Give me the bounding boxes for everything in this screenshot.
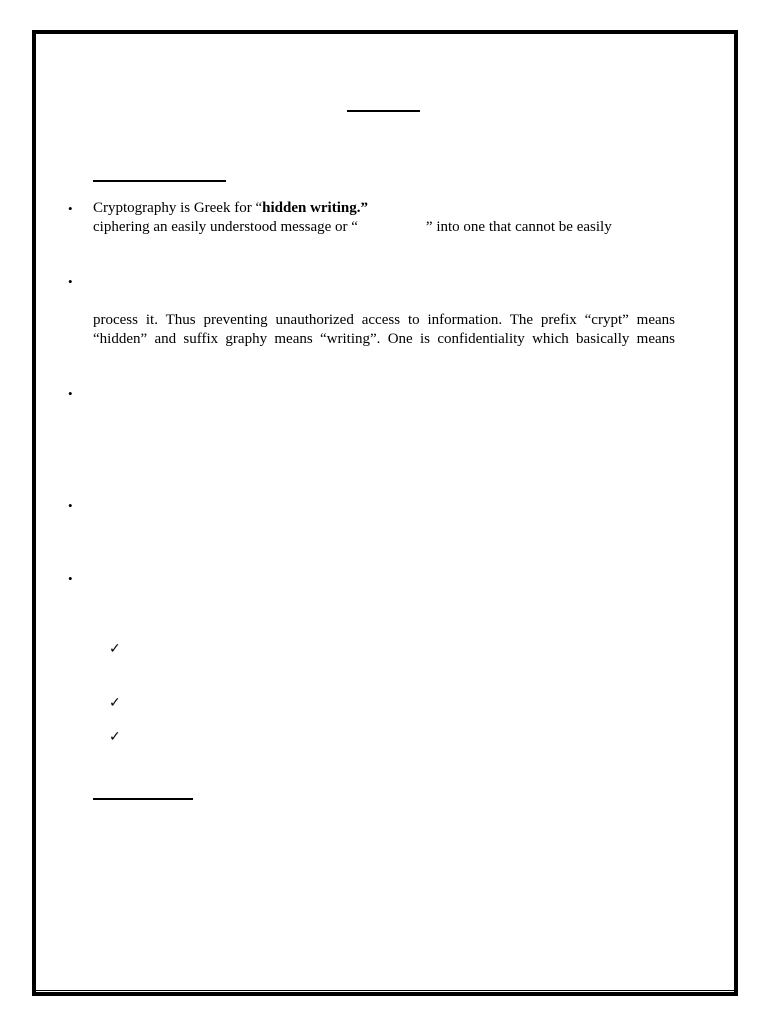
bullet-marker-4: •: [68, 498, 73, 513]
bullet-1-line-1-text: Cryptography is Greek for “: [93, 200, 263, 216]
bullet-marker-1: •: [68, 201, 73, 216]
bullet-2-line-1: process it. Thus preventing unauthorized access to information. The prefix “crypt” means: [93, 312, 675, 328]
checkmark-icon: ✓: [109, 695, 121, 711]
page-border: [32, 30, 738, 996]
bullet-marker-2: •: [68, 274, 73, 289]
title-underline: [347, 110, 420, 112]
bullet-marker-3: •: [68, 386, 73, 401]
bullet-marker-5: •: [68, 571, 73, 586]
bullet-1-line-2-end: ” into one that cannot be easily: [425, 219, 612, 235]
bullet-1-line-1-bold-text: hidden writing.”: [262, 200, 368, 216]
bullet-1-line-2: [93, 218, 675, 237]
section-underline: [93, 798, 193, 800]
checkmark-icon: ✓: [109, 729, 121, 745]
bullet-2-line-2: “hidden” and suffix graphy means “writing”. One is confidentiality which basically means: [93, 331, 675, 347]
bullet-1-line-2-start: ciphering an easily understood message or “: [93, 219, 358, 235]
checkmark-icon: ✓: [109, 641, 121, 657]
bullet-1-line-1: [93, 199, 675, 218]
heading-underline: [93, 180, 226, 182]
page-border-bottom-line: [36, 990, 736, 991]
